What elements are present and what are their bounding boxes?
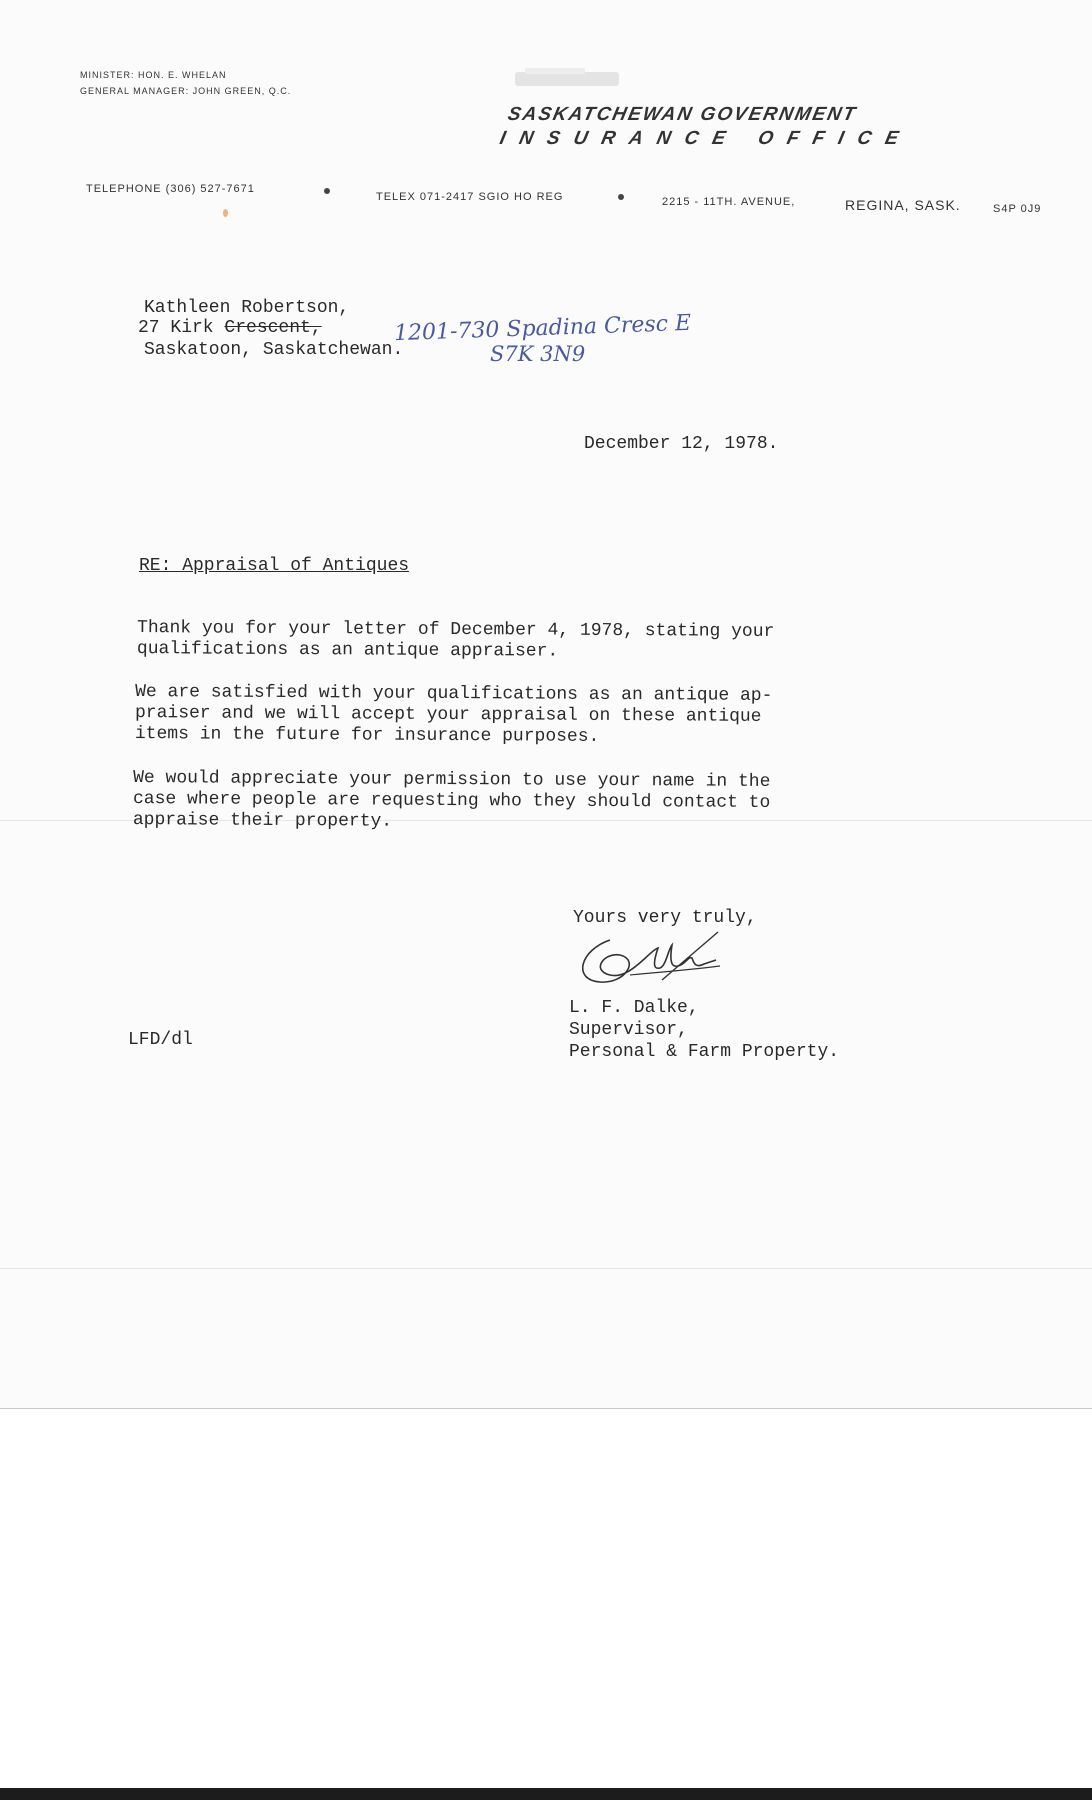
fold-line	[0, 1268, 1092, 1269]
handwritten-address: 1201-730 Spadina Cresc E	[393, 310, 692, 347]
reference-initials: LFD/dl	[128, 1030, 193, 1050]
recipient-street-number: 27 Kirk	[138, 318, 225, 338]
minister-line: MINISTER: HON. E. WHELAN	[80, 70, 227, 80]
body-line: qualifications as an antique appraiser.	[136, 639, 559, 662]
recipient-street	[138, 318, 322, 338]
body-line: case where people are requesting who they should contact to	[132, 789, 771, 813]
subject-line: RE: Appraisal of Antiques	[139, 556, 410, 576]
recipient-street-struck: Crescent,	[224, 318, 322, 338]
letter-date: December 12, 1978.	[584, 434, 779, 454]
signer-department: Personal & Farm Property.	[569, 1042, 840, 1062]
body-line: praiser and we will accept your appraisal on these antique	[134, 703, 762, 727]
body-paragraph-3	[133, 768, 771, 835]
street-address: 2215 - 11TH. AVENUE,	[662, 196, 796, 208]
body-line: We are satisfied with your qualifications as an antique ap-	[135, 682, 773, 706]
separator-dot	[324, 188, 330, 194]
recipient-name: Kathleen Robertson,	[144, 298, 350, 318]
telex: TELEX 071-2417 SGIO HO REG	[376, 191, 564, 203]
telephone: TELEPHONE (306) 527-7671	[86, 183, 255, 195]
body-paragraph-2	[135, 682, 773, 749]
organization-name-line2: INSURANCE OFFICE	[497, 128, 915, 149]
separator-dot	[618, 194, 624, 200]
handwritten-postal-code: S7K 3N9	[490, 342, 586, 366]
organization-name-line1: SASKATCHEWAN GOVERNMENT	[505, 104, 859, 125]
body-paragraph-1	[137, 618, 775, 664]
postal-code: S4P 0J9	[993, 203, 1042, 215]
general-manager-line: GENERAL MANAGER: JOHN GREEN, Q.C.	[80, 86, 292, 96]
scanner-edge	[0, 1788, 1092, 1800]
body-line: We would appreciate your permission to use your name in the	[133, 768, 771, 792]
signer-name: L. F. Dalke,	[569, 998, 699, 1018]
body-line: items in the future for insurance purposes.	[134, 724, 600, 747]
signer-title: Supervisor,	[569, 1020, 688, 1040]
closing-salutation: Yours very truly,	[573, 908, 757, 928]
body-line: appraise their property.	[132, 810, 393, 832]
signature	[570, 920, 730, 990]
body-line: Thank you for your letter of December 4, 1978, stating your	[137, 618, 775, 642]
logo-mark	[515, 66, 625, 90]
city: REGINA, SASK.	[845, 197, 961, 213]
recipient-city: Saskatoon, Saskatchewan.	[144, 340, 404, 360]
paper-stain	[223, 209, 228, 217]
